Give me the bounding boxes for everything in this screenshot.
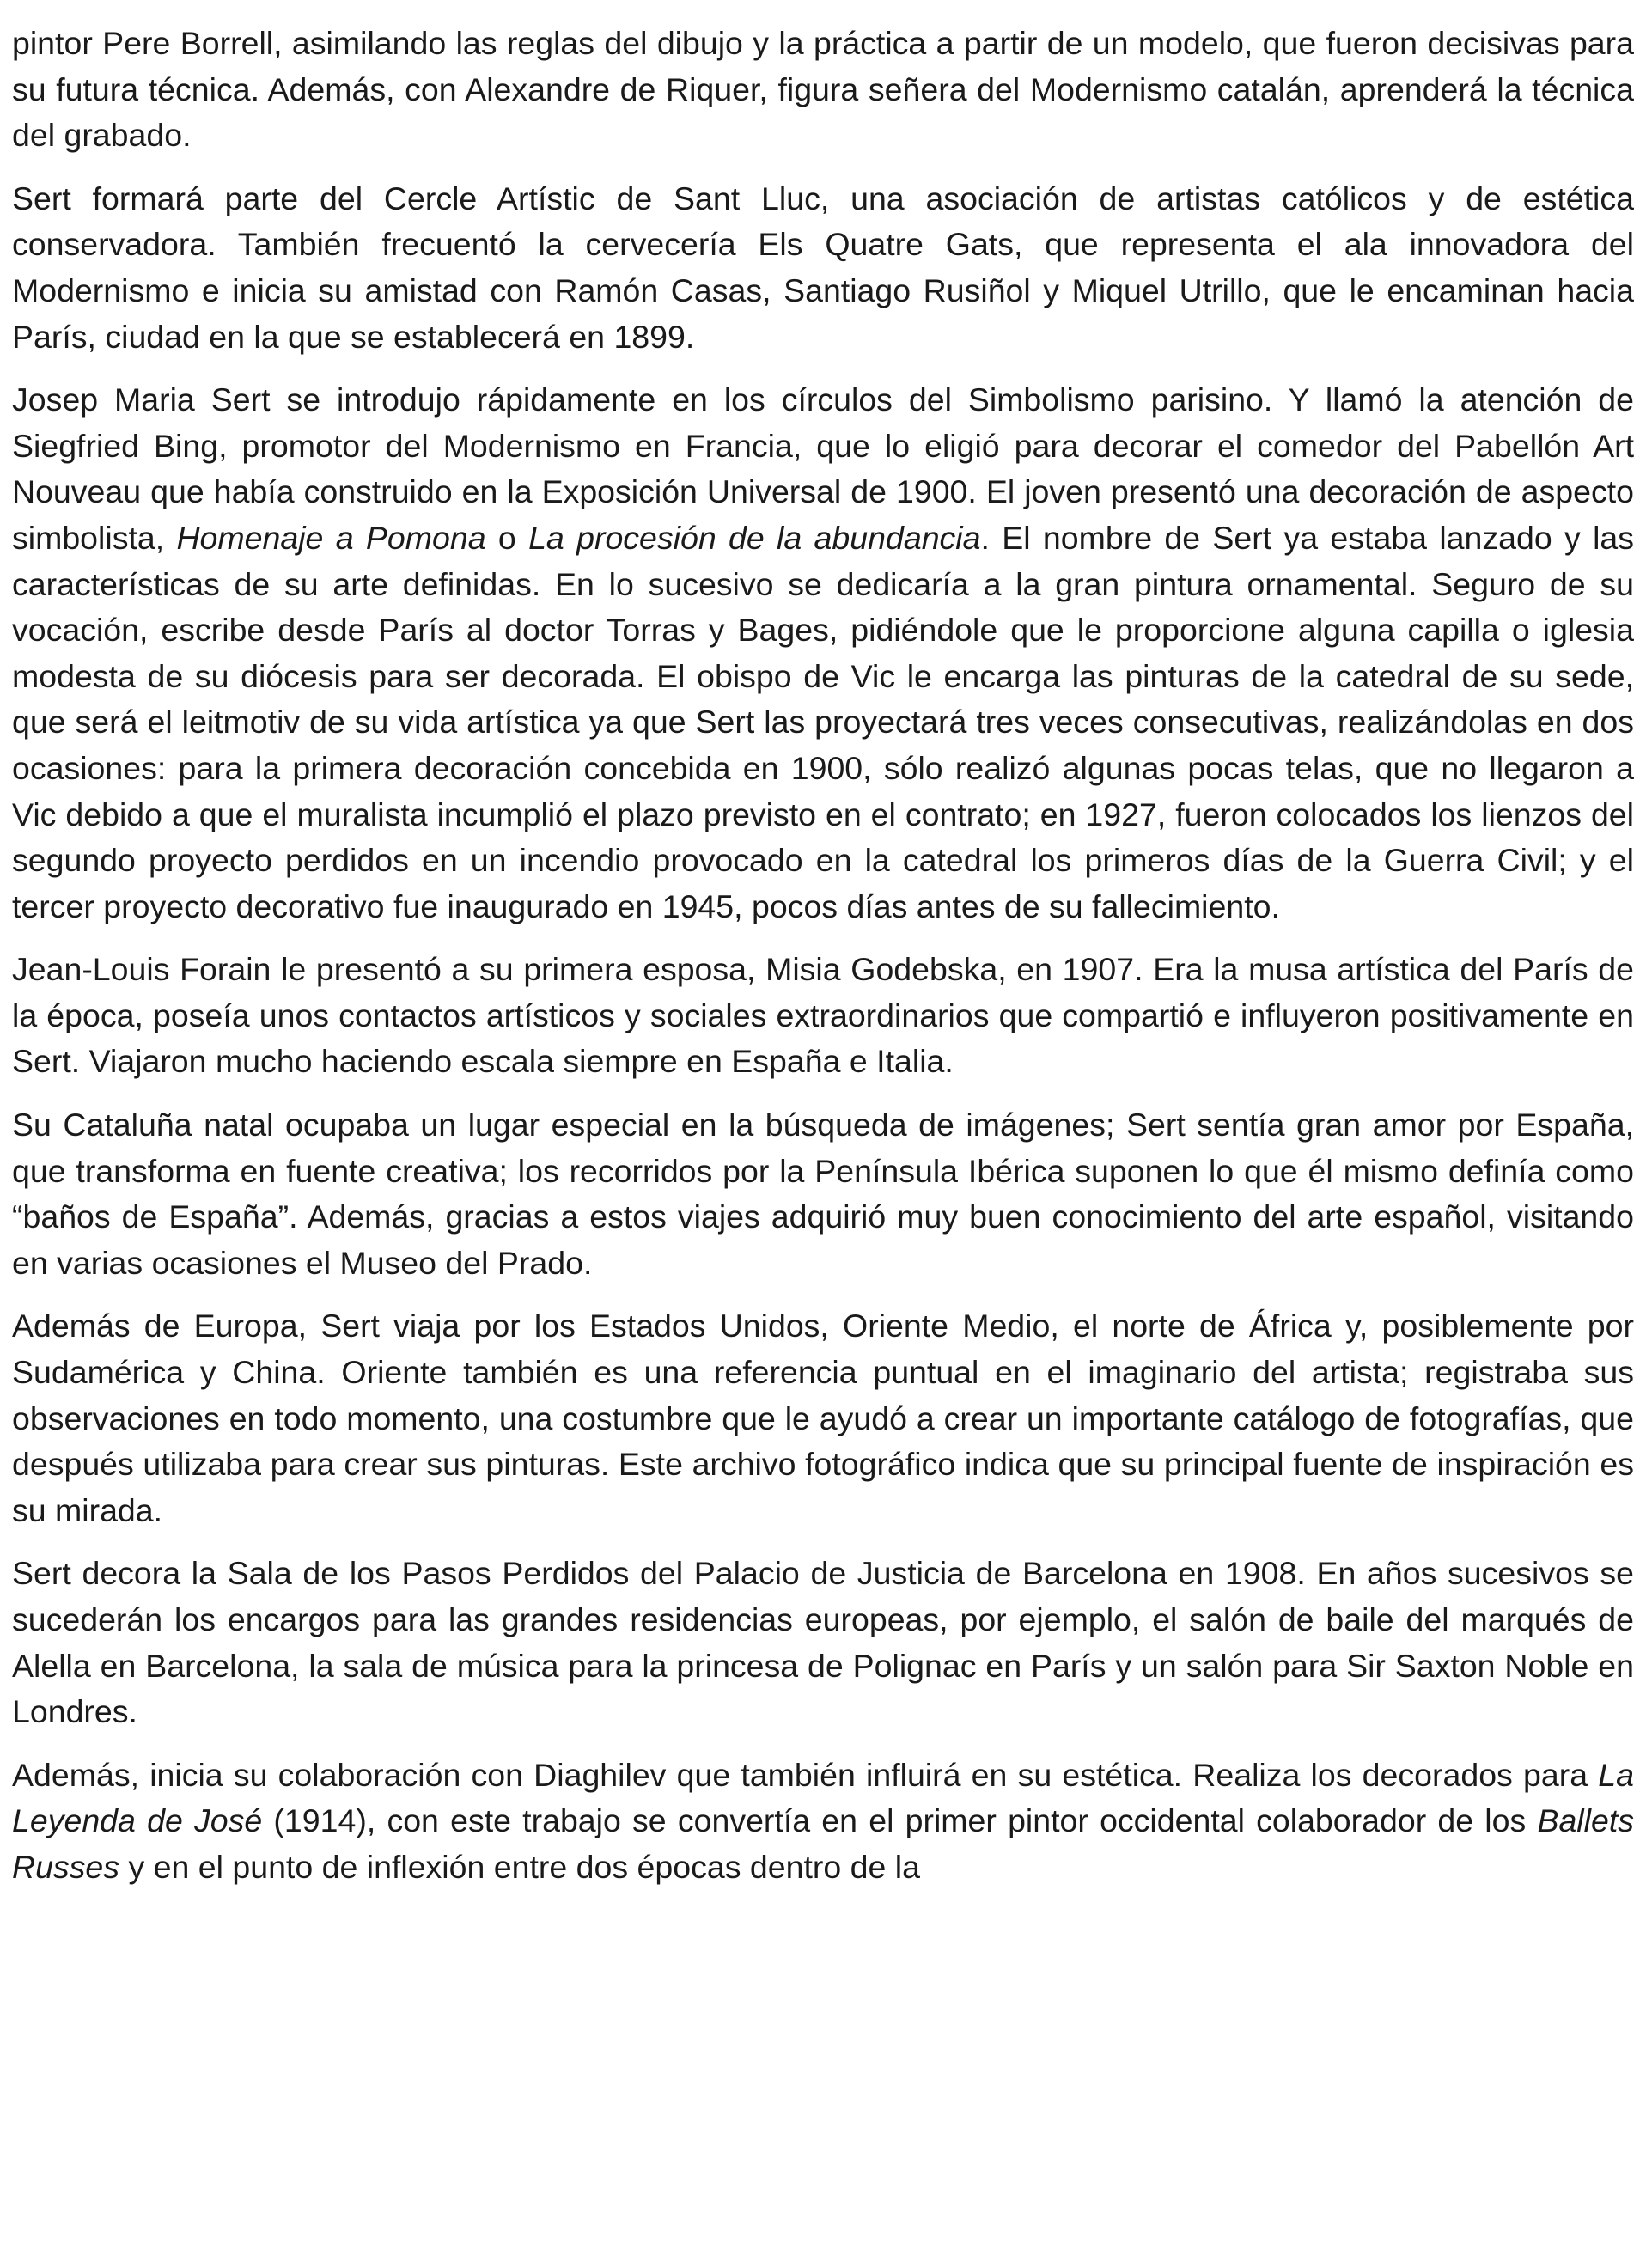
text-segment: Además de Europa, Sert viaja por los Estados Unidos, Oriente Medio, el norte de África y, posiblemente por Sudamérica y China. Oriente también es una referencia puntual en el imaginario del artista; registraba sus observaciones en todo momento, una costumbre que le ayudó a crear un importante catálogo de fotografías, que después utilizaba para crear sus pinturas. Este archivo fotográfico indica que su principal fuente de inspiración es su mirada. — [12, 1308, 1634, 1528]
paragraph — [12, 947, 1634, 1085]
paragraph — [12, 21, 1634, 159]
artwork-title: Homenaje a Pomona — [176, 519, 486, 556]
paragraph — [12, 1102, 1634, 1286]
text-segment: . El nombre de Sert ya estaba lanzado y las características de su arte definidas. En lo sucesivo se dedicaría a la gran pintura ornamental. Seguro de su vocación, escribe desde París al doctor Torras y Bages, pidiéndole que le proporcione alguna capilla o iglesia modesta de su diócesis para ser decorada. El obispo de Vic le encarga las pinturas de la catedral de su sede, que será el leitmotiv de su vida artística ya que Sert las proyectará tres veces consecutivas, realizándolas en dos ocasiones: para la primera decoración concebida en 1900, sólo realizó algunas pocas telas, que no llegaron a Vic debido a que el muralista incumplió el plazo previsto en el contrato; en 1927, fueron colocados los lienzos del segundo proyecto perdidos en un incendio provocado en la catedral los primeros días de la Guerra Civil; y el tercer proyecto decorativo fue inaugurado en 1945, pocos días antes de su fallecimiento. — [12, 519, 1635, 924]
paragraph — [12, 176, 1634, 360]
text-segment: y en el punto de inflexión entre dos épocas dentro de la — [119, 1848, 920, 1885]
paragraph — [12, 1551, 1634, 1735]
text-segment: Sert formará parte del Cercle Artístic de Sant Lluc, una asociación de artistas católicos y de estética conservadora. También frecuentó la cervecería Els Quatre Gats, que representa el ala innovadora del Modernismo e inicia su amistad con Ramón Casas, Santiago Rusiñol y Miquel Utrillo, que le encaminan hacia París, ciudad en la que se establecerá en 1899. — [12, 180, 1634, 355]
artwork-title: La Leyenda de José — [12, 1756, 1634, 1839]
text-segment: Su Cataluña natal ocupaba un lugar especial en la búsqueda de imágenes; Sert sentía gran amor por España, que transforma en fuente creativa; los recorridos por la Península Ibérica suponen lo que él mismo definía como “baños de España”. Además, gracias a estos viajes adquirió muy buen conocimiento del arte español, visitando en varias ocasiones el Museo del Prado. — [12, 1107, 1634, 1281]
paragraph — [12, 1753, 1634, 1891]
artwork-title: La procesión de la abundancia — [528, 519, 981, 556]
paragraph — [12, 1303, 1634, 1533]
text-segment: o — [485, 519, 529, 556]
text-segment: Además, inicia su colaboración con Diaghilev que también influirá en su estética. Realiza los decorados para — [12, 1756, 1599, 1793]
paragraph — [12, 377, 1634, 930]
text-segment: Sert decora la Sala de los Pasos Perdidos del Palacio de Justicia de Barcelona en 1908. En años sucesivos se sucederán los encargos para las grandes residencias europeas, por ejemplo, el salón de baile del marqués de Alella en Barcelona, la sala de música para la princesa de Polignac en París y un salón para Sir Saxton Noble en Londres. — [12, 1555, 1634, 1730]
body-text — [12, 21, 1634, 1891]
text-segment: Josep Maria Sert se introdujo rápidamente en los círculos del Simbolismo parisino. Y llamó la atención de Siegfried Bing, promotor del Modernismo en Francia, que lo eligió para decorar el comedor del Pabellón Art Nouveau que había construido en la Exposición Universal de 1900. El joven presentó una decoración de aspecto simbolista, — [12, 381, 1634, 556]
text-segment: (1914), con este trabajo se convertía en el primer pintor occidental colaborador de los — [262, 1802, 1538, 1839]
text-segment: pintor Pere Borrell, asimilando las reglas del dibujo y la práctica a partir de un modelo, que fueron decisivas para su futura técnica. Además, con Alexandre de Riquer, figura señera del Modernismo catalán, aprenderá la técnica del grabado. — [12, 25, 1634, 154]
text-segment: Jean-Louis Forain le presentó a su primera esposa, Misia Godebska, en 1907. Era la musa artística del París de la época, poseía unos contactos artísticos y sociales extraordinarios que compartió e influyeron positivamente en Sert. Viajaron mucho haciendo escala siempre en España e Italia. — [12, 951, 1634, 1080]
company-name: Ballets Russes — [12, 1802, 1634, 1885]
